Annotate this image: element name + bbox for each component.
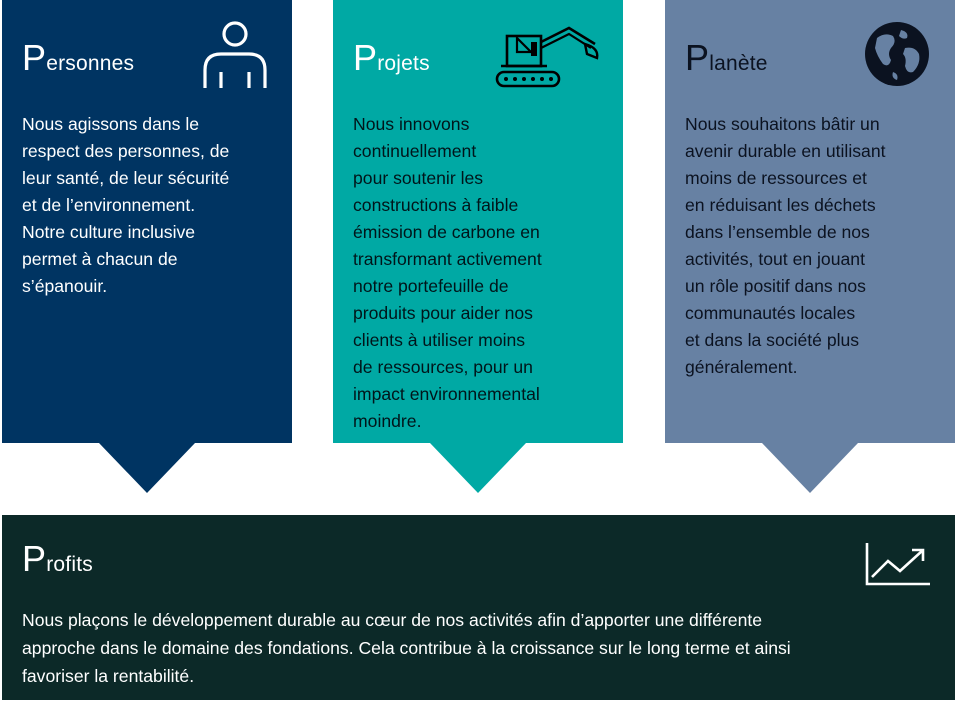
title-cap: P	[685, 37, 710, 78]
body-line: Nous souhaitons bâtir un	[685, 114, 880, 134]
body-line: Nous innovons	[353, 114, 470, 134]
body-line: notre portefeuille de	[353, 276, 509, 296]
card-title	[22, 37, 135, 78]
body-line: un rôle positif dans nos	[685, 276, 866, 296]
profits-title	[22, 538, 93, 579]
body-line: communautés locales	[685, 303, 856, 323]
body-line: de ressources, pour un	[353, 357, 533, 377]
body-line: favoriser la rentabilité.	[22, 666, 195, 686]
body-line: moindre.	[353, 411, 422, 431]
title-rest: rojets	[377, 52, 430, 75]
body-line: pour soutenir les	[353, 168, 484, 188]
body-line: leur santé, de leur sécurité	[22, 168, 230, 188]
title-cap: P	[22, 538, 47, 579]
card-body	[22, 111, 267, 300]
person-icon	[202, 20, 268, 90]
body-line: Nous plaçons le développement durable au cœur de nos activités afin d’apporter une différente	[22, 610, 763, 630]
body-line: et de l’environnement.	[22, 195, 196, 215]
globe-icon	[863, 20, 931, 88]
body-line: transformant activement	[353, 249, 542, 269]
growth-chart-icon	[864, 541, 932, 587]
card-personnes	[2, 0, 292, 443]
card-title	[685, 37, 768, 78]
body-line: avenir durable en utilisant	[685, 141, 886, 161]
body-line: constructions à faible	[353, 195, 519, 215]
card-body	[685, 111, 930, 381]
title-rest: rofits	[46, 553, 93, 576]
body-line: et dans la société plus	[685, 330, 860, 350]
body-line: continuellement	[353, 141, 477, 161]
body-line: respect des personnes, de	[22, 141, 230, 161]
card-planete	[665, 0, 955, 443]
body-line: activités, tout en jouant	[685, 249, 865, 269]
body-line: moins de ressources et	[685, 168, 867, 188]
body-line: approche dans le domaine des fondations. Cela contribue à la croissance sur le long terme et ainsi	[22, 638, 791, 658]
body-line: impact environnemental	[353, 384, 540, 404]
body-line: Notre culture inclusive	[22, 222, 196, 242]
title-rest: lanète	[709, 52, 768, 75]
body-line: s’épanouir.	[22, 276, 108, 296]
title-rest: ersonnes	[46, 52, 135, 75]
body-line: clients à utiliser moins	[353, 330, 526, 350]
body-line: émission de carbone en	[353, 222, 540, 242]
card-projets	[333, 0, 623, 443]
body-line: Nous agissons dans le	[22, 114, 200, 134]
title-cap: P	[22, 37, 47, 78]
body-line: en réduisant les déchets	[685, 195, 876, 215]
title-cap: P	[353, 37, 378, 78]
body-line: dans l’ensemble de nos	[685, 222, 870, 242]
body-line: permet à chacun de	[22, 249, 178, 269]
profits-body	[22, 606, 937, 690]
down-arrow	[99, 443, 195, 493]
card-title	[353, 37, 430, 78]
card-body	[353, 111, 593, 435]
body-line: produits pour aider nos	[353, 303, 533, 323]
down-arrow	[430, 443, 526, 493]
down-arrow	[762, 443, 858, 493]
excavator-icon	[493, 22, 603, 90]
body-line: généralement.	[685, 357, 798, 377]
profits-band	[2, 515, 955, 700]
